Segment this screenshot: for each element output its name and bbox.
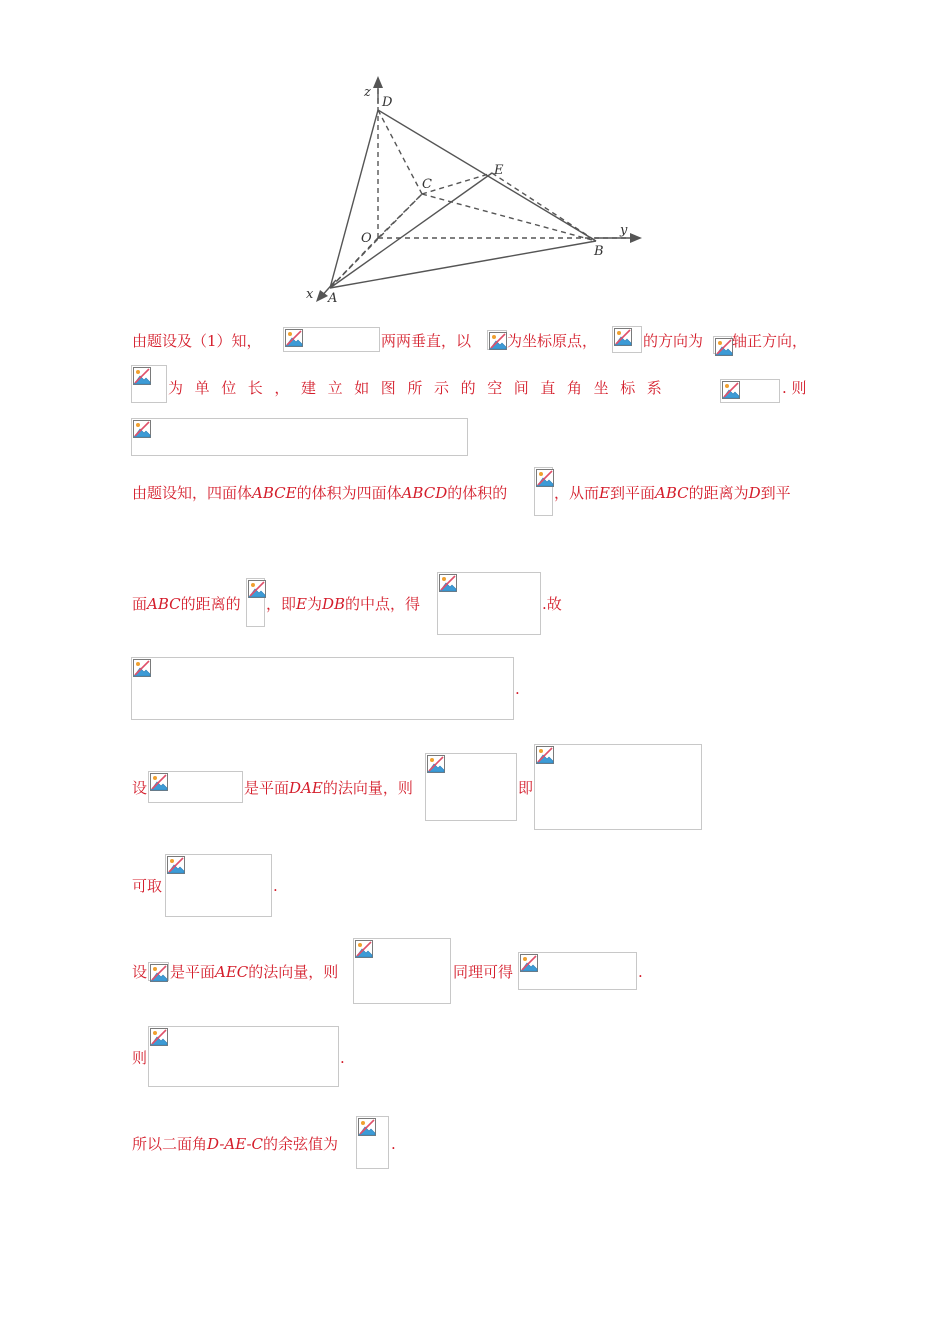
formula-image: [713, 336, 732, 354]
line-9c: [453, 961, 523, 983]
y-arrowhead: [630, 233, 642, 243]
broken-image-icon: [133, 367, 151, 385]
formula-image: [353, 938, 451, 1004]
broken-image-icon: [520, 954, 538, 972]
text: 面: [132, 595, 148, 613]
text: 到平面: [609, 484, 655, 502]
line-1e: [732, 330, 822, 352]
text: 的法向量，则: [322, 779, 413, 797]
broken-image-icon: [536, 746, 554, 764]
edge-EB: [492, 173, 596, 241]
text: ABCD: [401, 484, 448, 502]
broken-image-icon: [133, 659, 151, 677]
text: 则: [132, 1049, 148, 1067]
text: AEC: [215, 963, 249, 981]
formula-image: [518, 952, 637, 990]
text: .: [340, 1049, 345, 1067]
line-1d: [643, 330, 723, 352]
formula-image: [283, 327, 380, 352]
formula-image: [148, 771, 243, 803]
formula-image: [425, 753, 517, 821]
text: 的中点，得: [345, 595, 421, 613]
label-D: D: [382, 95, 393, 110]
line-1c: [507, 330, 617, 352]
line-7b: [244, 777, 424, 799]
text: 同理可得: [453, 963, 514, 981]
line-9d: [638, 961, 658, 983]
edge-DA: [330, 110, 378, 288]
broken-image-icon: [167, 856, 185, 874]
text: 到平: [760, 484, 791, 502]
text: 两两垂直，以: [381, 332, 472, 350]
broken-image-icon: [133, 420, 151, 438]
text: 是平面: [244, 779, 290, 797]
line-2: [168, 377, 728, 399]
text: .: [391, 1135, 396, 1153]
formula-image: [131, 657, 514, 720]
broken-image-icon: [248, 580, 266, 598]
text: 即: [518, 779, 534, 797]
text: 可取: [132, 877, 163, 895]
tetrahedron-figure: [300, 74, 650, 314]
broken-image-icon: [536, 469, 554, 487]
broken-image-icon: [427, 755, 445, 773]
line-11: [132, 1133, 362, 1155]
line-2b: [782, 377, 832, 399]
text: 为: [306, 595, 322, 613]
formula-image: [131, 418, 468, 456]
text: ABC: [147, 595, 181, 613]
line-6: [515, 678, 535, 700]
text: 的法向量，则: [248, 963, 339, 981]
label-C: C: [422, 177, 432, 192]
text: D: [748, 484, 761, 502]
line-11b: [391, 1133, 411, 1155]
text: 为单位长，建立如图所示的空间直角坐标系: [168, 379, 674, 397]
text: 轴正方向，: [732, 332, 808, 350]
formula-image: [720, 379, 780, 403]
edge-AE: [330, 173, 492, 288]
text: . 则: [782, 379, 807, 397]
text: 设: [132, 963, 148, 981]
text: 的体积的: [447, 484, 508, 502]
text: .: [515, 680, 520, 698]
text: E: [599, 484, 610, 502]
text: 的方向为: [643, 332, 704, 350]
formula-image: [131, 365, 167, 403]
broken-image-icon: [150, 1028, 168, 1046]
text: 的体积为四面体: [296, 484, 402, 502]
formula-image: [165, 854, 272, 917]
formula-image: [487, 330, 507, 350]
text: DAE: [289, 779, 323, 797]
broken-image-icon: [355, 940, 373, 958]
text: ，即: [266, 595, 297, 613]
text: ABCE: [252, 484, 297, 502]
broken-image-icon: [715, 338, 733, 356]
broken-image-icon: [150, 964, 168, 982]
label-E: E: [494, 163, 504, 178]
label-A: A: [328, 291, 338, 306]
line-1b: [381, 330, 481, 352]
broken-image-icon: [285, 329, 303, 347]
line-9b: [170, 961, 355, 983]
line-5b: [266, 593, 441, 615]
text: D-AE-C: [207, 1135, 263, 1153]
label-x: x: [306, 287, 314, 302]
text: .: [273, 877, 278, 895]
formula-image: [437, 572, 541, 635]
text: 的余弦值为: [263, 1135, 339, 1153]
label-O: O: [361, 231, 372, 246]
text: 的距离的: [180, 595, 241, 613]
text: DB: [321, 595, 346, 613]
text: 由题设及（1）知，: [132, 332, 262, 350]
formula-image: [534, 744, 702, 830]
broken-image-icon: [489, 332, 507, 350]
broken-image-icon: [150, 773, 168, 791]
label-y: y: [620, 223, 628, 238]
text: ABC: [654, 484, 689, 502]
broken-image-icon: [614, 328, 632, 346]
z-arrowhead: [373, 76, 383, 88]
broken-image-icon: [358, 1118, 376, 1136]
label-B: B: [594, 244, 604, 259]
line-4: [132, 482, 532, 504]
formula-image: [148, 962, 169, 981]
line-5: [132, 593, 252, 615]
text: 的距离为: [688, 484, 749, 502]
text: 由题设知，四面体: [132, 484, 253, 502]
broken-image-icon: [722, 381, 740, 399]
edge-OC: [378, 194, 422, 238]
text: 所以二面角: [132, 1135, 208, 1153]
text: ，从而: [554, 484, 600, 502]
edge-CE: [422, 173, 492, 194]
text: 是平面: [170, 963, 216, 981]
text: E: [296, 595, 307, 613]
broken-image-icon: [439, 574, 457, 592]
formula-image: [534, 467, 553, 516]
line-10b: [340, 1047, 360, 1069]
edge-CB: [422, 194, 596, 241]
line-5c: [542, 593, 582, 615]
text: .故: [542, 595, 562, 613]
edge-DB: [378, 110, 596, 241]
label-z: z: [364, 85, 371, 100]
line-4b: [554, 482, 824, 504]
formula-image: [148, 1026, 339, 1087]
formula-image: [612, 326, 642, 353]
line-8b: [273, 875, 293, 897]
text: 设: [132, 779, 148, 797]
text: 为坐标原点，: [507, 332, 598, 350]
formula-image: [356, 1116, 389, 1169]
text: .: [638, 963, 643, 981]
formula-image: [246, 578, 265, 627]
